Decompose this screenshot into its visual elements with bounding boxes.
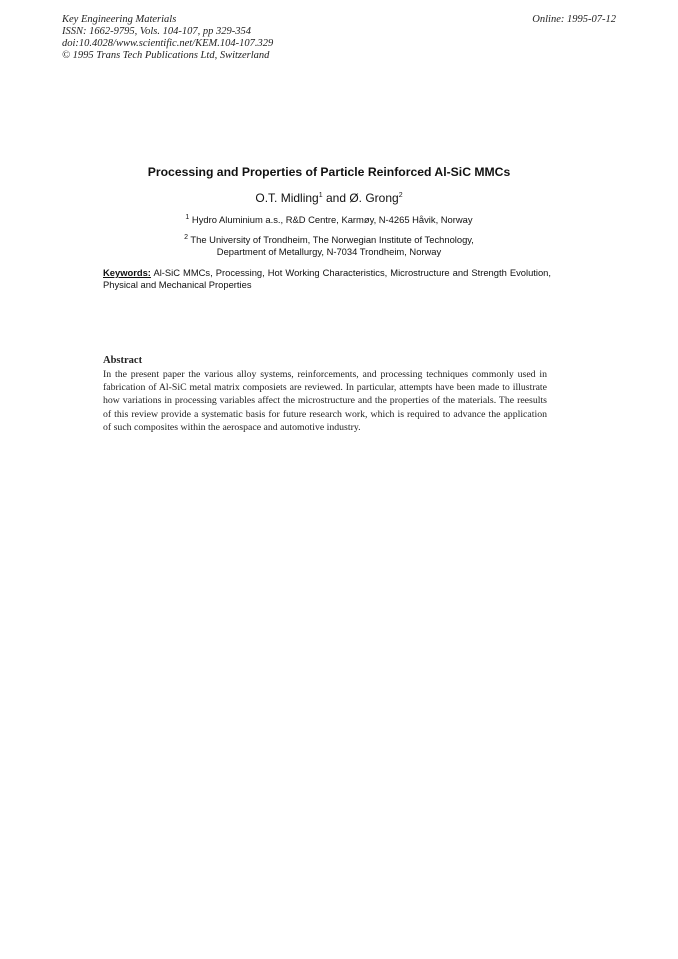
keywords-block bbox=[103, 267, 554, 291]
keywords-label: Keywords: bbox=[103, 267, 151, 278]
affiliation-marker: 2 bbox=[398, 192, 403, 199]
affiliation-marker: 1 bbox=[185, 213, 190, 221]
keywords-text: Al-SiC MMCs, Processing, Hot Working Characteristics, Microstructure and Strength Evolution, Physical and Mechanical Properties bbox=[103, 267, 554, 290]
paper-title: Processing and Properties of Particle Reinforced Al-SiC MMCs bbox=[147, 165, 511, 179]
affiliation-text: Department of Metallurgy, N-7034 Trondheim, Norway bbox=[216, 246, 442, 257]
journal-header bbox=[62, 14, 616, 62]
abstract-section bbox=[103, 355, 547, 434]
author-name: O.T. Midling bbox=[255, 191, 319, 205]
affiliation-text: Hydro Aluminium a.s., R&D Centre, Karmøy, N-4265 Håvik, Norway bbox=[189, 214, 473, 225]
affiliation-text: The University of Trondheim, The Norwegian Institute of Technology, bbox=[187, 234, 474, 245]
affiliation-1 bbox=[0, 214, 658, 226]
online-date: Online: 1995-07-12 bbox=[532, 14, 616, 25]
author-line bbox=[0, 191, 658, 205]
affiliation-2 bbox=[0, 234, 658, 258]
doi-line[interactable]: doi:10.4028/www.scientific.net/KEM.104-107.329 bbox=[62, 38, 274, 49]
copyright-line: © 1995 Trans Tech Publications Ltd, Switzerland bbox=[62, 50, 270, 61]
journal-name: Key Engineering Materials bbox=[62, 14, 177, 25]
affiliation-marker: 2 bbox=[184, 233, 188, 241]
abstract-body: In the present paper the various alloy systems, reinforcements, and processing techniques commonly used in fabrication of Al-SiC metal matrix composiets are reviewed. In particular, attempts have been made to illustrate how variations in processing variables affect the microstructure and the properties of the materials. The reesults of this review provide a systematic basis for future research work, which is required to advance the application of such composites within the aerospace and automotive industry. bbox=[103, 369, 547, 433]
issn-line: ISSN: 1662-9795, Vols. 104-107, pp 329-354 bbox=[62, 26, 251, 37]
affiliation-marker: 1 bbox=[318, 192, 323, 199]
author-conjunction: and bbox=[322, 191, 350, 205]
author-name: Ø. Grong bbox=[349, 191, 399, 205]
abstract-heading: Abstract bbox=[103, 355, 143, 366]
